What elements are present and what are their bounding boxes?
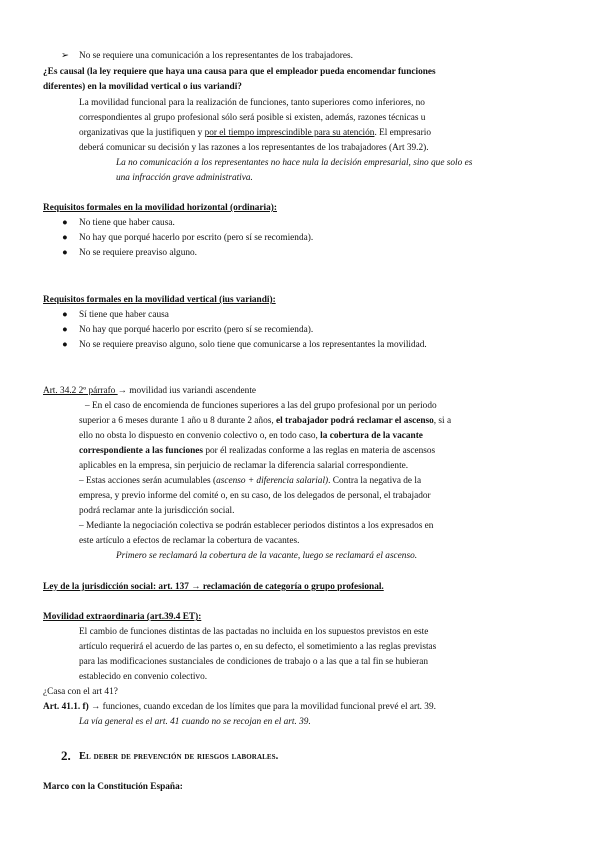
section-title: El deber de prevención de riesgos laborales. [79,751,279,762]
italic-note-line: La vía general es el art. 41 cuando no se recojan en el art. 39. [79,717,311,727]
paragraph-line: El cambio de funciones distintas de las pactadas no incluida en los supuestos previstos en este [79,627,429,637]
paragraph-line [79,429,423,445]
section-number: 2. [61,748,71,763]
underlined-segment: por el tiempo imprescindible para su atención [204,128,375,138]
article-desc: → movilidad ius variandi ascendente [117,386,257,396]
article-desc: → funciones, cuando excedan de los límites que para la movilidad funcional prevé el art. 39. [88,702,436,712]
section-heading: Requisitos formales en la movilidad vertical (ius variandi): [43,295,276,305]
bold-segment: el trabajador podrá reclamar el ascenso [276,416,434,426]
question-line: ¿Casa con el art 41? [43,687,118,697]
paragraph-segment: ello no obsta lo dispuesto en convenio colectivo o, en todo caso, [79,431,321,441]
bold-segment: la cobertura de la vacante [320,431,423,441]
list-item: No se requiere preaviso alguno. [79,248,197,258]
list-item: No hay que porqué hacerlo por escrito (pero sí se recomienda). [79,233,314,243]
paragraph-line [79,126,431,142]
paragraph-segment: . El empresario [374,128,431,138]
paragraph-line [79,414,451,430]
list-item: No se requiere preaviso alguno, solo tiene que comunicarse a los representantes la movilidad. [79,340,427,350]
article-ref: Art. 34.2 2º párrafo [43,386,118,396]
subsection-heading: Marco con la Constitución España: [43,782,183,792]
question-heading-line: ¿Es causal (la ley requiere que haya una causa para que el empleador pueda encomendar funciones [43,67,436,77]
paragraph-line [79,474,421,490]
text-line: No se requiere una comunicación a los representantes de los trabajadores. [79,51,353,61]
list-item: No tiene que haber causa. [79,218,175,228]
paragraph-line: – En el caso de encomienda de funciones superiores a las del grupo profesional por un periodo [85,401,437,411]
section-heading: Requisitos formales en la movilidad horizontal (ordinaria): [43,203,277,213]
italic-note-line: una infracción grave administrativa. [116,173,253,183]
bold-segment: correspondiente a las funciones [79,446,204,456]
paragraph-line: artículo requerirá el acuerdo de las partes o, en su defecto, el sometimiento a las reglas previstas [79,642,437,652]
paragraph-segment: . Contra la negativa de la [328,476,422,486]
italic-segment: ascenso + diferencia salarial) [216,476,329,486]
section-heading: Ley de la jurisdicción social: art. 137 → reclamación de categoría o grupo profesional. [43,582,384,592]
paragraph-line: empresa, y previo informe del comité o, en su caso, de los delegados de personal, el trabajador [79,491,431,501]
article-ref: Art. 41.1. f) [43,702,89,712]
bullet-icon: ● [62,325,68,335]
article-heading [43,384,256,400]
paragraph-line: – Mediante la negociación colectiva se podrán establecer periodos distintos a los expresados en [79,521,434,531]
paragraph-segment: – Estas acciones serán acumulables ( [79,476,217,486]
paragraph-line: La movilidad funcional para la realización de funciones, tanto superiores como inferiores, no [79,98,425,108]
paragraph-line: aplicables en la empresa, sin perjuicio de reclamar la diferencia salarial correspondiente. [79,461,409,471]
arrow-bullet-icon: ➢ [61,51,69,61]
italic-note-line: Primero se reclamará la cobertura de la vacante, luego se reclamará el ascenso. [116,551,418,561]
paragraph-line [79,444,435,460]
list-item: Sí tiene que haber causa [79,310,169,320]
section-heading: Movilidad extraordinaria (art.39.4 ET): [43,612,202,622]
paragraph-line: para las modificaciones sustanciales de condiciones de trabajo o a las que a tal fin se hubieran [79,657,429,667]
paragraph-line: establecido en convenio colectivo. [79,672,208,682]
paragraph-segment: , si a [433,416,452,426]
bullet-icon: ● [62,310,68,320]
bullet-icon: ● [62,218,68,228]
italic-note-line: La no comunicación a los representantes no hace nula la decisión empresarial, sino que solo es [116,158,473,168]
paragraph-line: podrá reclamar ante la jurisdicción social. [79,506,235,516]
paragraph-segment: por él realizadas conforme a las reglas en materia de ascensos [203,446,436,456]
bullet-icon: ● [62,233,68,243]
bullet-icon: ● [62,248,68,258]
paragraph-segment: superior a 6 meses durante 1 año u 8 durante 2 años, [79,416,276,426]
paragraph-line: este artículo a efectos de reclamar la cobertura de vacantes. [79,536,300,546]
paragraph-line: correspondientes al grupo profesional sólo será posible si existen, además, razones técnicas u [79,113,426,123]
list-item: No hay que porqué hacerlo por escrito (pero sí se recomienda). [79,325,314,335]
paragraph-segment: organizativas que la justifiquen y [79,128,205,138]
question-heading-line: diferentes) en la movilidad vertical o ius variandi? [43,82,242,92]
paragraph-line: deberá comunicar su decisión y las razones a los representantes de los trabajadores (Art 39.2). [79,143,429,153]
article-line [43,700,436,716]
bullet-icon: ● [62,340,68,350]
